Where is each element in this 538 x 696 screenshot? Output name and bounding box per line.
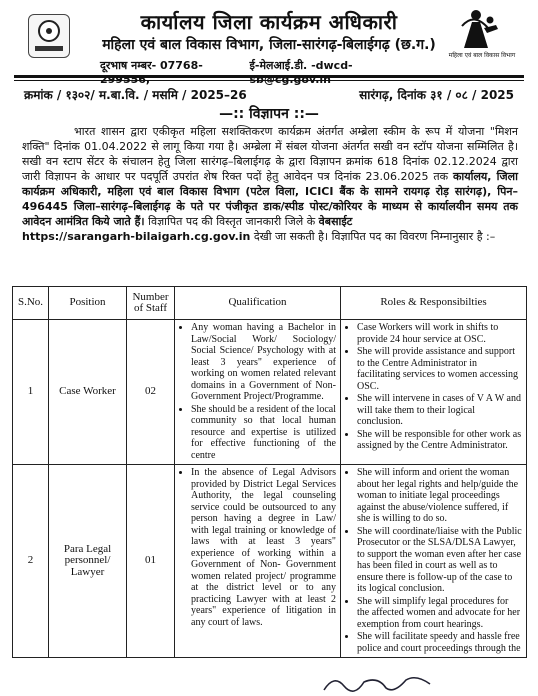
- notice-heading: —:: विज्ञापन ::—: [219, 106, 319, 122]
- cell-roles: [341, 465, 527, 658]
- cell-roles: [341, 320, 527, 465]
- header-staff-count: Number of Staff: [127, 287, 175, 320]
- list-item: • She will facilitate speedy and hassle free police and court proceedings through the: [357, 631, 522, 654]
- header-roles: Roles & Responsibilties: [341, 287, 527, 320]
- list-item: • Any woman having a Bachelor in Law/Social Work/ Sociology/ Social Science/ Psychology with at least 3 years" experience of working on women related relevant domains in a Government of Non- Government Project/Programme.: [191, 322, 336, 403]
- office-subtitle: महिला एवं बाल विकास विभाग, जिला-सारंगढ़-बिलाईगढ़ (छ.ग.): [102, 37, 436, 53]
- notice-paragraph: भारत शासन द्वारा एकीकृत महिला सशक्तिकरण कार्यक्रम अंतर्गत अम्ब्रेला स्कीम के रूप में योजना "मिशन शक्ति" दिनांक 01.04.2022 से लागू किया गया है। अम्ब्रेला में संबल योजना अंतर्गत सखी वन स्टॉप योजना सम्मिलित है। सखी वन स्टाप सेंटर के संचालन हेतु जिला सारंगढ़–बिलाईगढ़ के द्वारा विज्ञापन क्रमांक 618 दिनांक 02.12.2024 द्वारा जारी विज्ञापन के आधार पर पदपूर्ति उपरांत शेष रिक्त पदों हेतु आवेदन पत्र दिनांक 23.06.2025 तक कार्यालय, जिला कार्यक्रम अधिकारी, महिला एवं बाल विकास विभाग (पटेल विला, ICICI बैंक के सामने रायगढ़ रोड़ सारंगढ़), पिन– 496445 जिला–सारंगढ़–बिलाईगढ़ के पते पर पंजीकृत डाक/स्पीड पोस्ट/कोरियर के माध्यम से कार्यालयीन समय तक आवेदन आमंत्रित किये जाते हैं। विज्ञापित पद की विस्तृत जानकारी जिले के वेबसाईट https://sarangarh-bilaigarh.cg.gov.in देखी जा सकती है। विज्ञापित पद का विवरण निम्नानुसार है :–: [22, 125, 518, 243]
- vacancy-table: [12, 286, 527, 658]
- list-item: • She should be a resident of the local community so that local human resource and expertise is utilized for effective functioning of the centre: [191, 404, 336, 462]
- issue-date: सारंगढ़, दिनांक ३१ / ०८ / 2025: [359, 88, 514, 102]
- website-url[interactable]: https://sarangarh-bilaigarh.cg.gov.in: [22, 230, 251, 243]
- logo-caption: महिला एवं बाल विकास विभाग: [448, 52, 516, 59]
- cell-qualification: [175, 320, 341, 465]
- phone-number: दूरभाष नम्बर- 07768-: [100, 59, 203, 72]
- cell-staff-count: 02: [127, 320, 175, 465]
- table-header-row: [13, 287, 527, 320]
- office-address: कार्यालय, जिला कार्यक्रम अधिकारी, महिला एवं बाल विकास विभाग (पटेल विला, ICICI बैंक के सामने रायगढ़ रोड़ सारंगढ़), पिन– 496445 जिला–सारंगढ़–बिलाईगढ़ के पते पर पंजीकृत डाक/स्पीड पोस्ट/कोरियर के माध्यम से कार्यालयीन समय तक आवेदन आमंत्रित किये जाते हैं।: [22, 170, 518, 228]
- cell-staff-count: 01: [127, 465, 175, 658]
- header-sno: S.No.: [13, 287, 49, 320]
- office-title: कार्यालय जिला कार्यक्रम अधिकारी: [140, 10, 398, 34]
- header-divider: [14, 75, 524, 78]
- cell-position: Para Legal personnel/ Lawyer: [49, 465, 127, 658]
- list-item: • Case Workers will work in shifts to provide 24 hour service at OSC.: [357, 322, 522, 345]
- list-item: • She will intervene in cases of V A W and will take them to their logical conclusion.: [357, 393, 522, 428]
- email-address: ई-मेलआई.डी. -dwcd-: [249, 59, 353, 72]
- header-qualification: Qualification: [175, 287, 341, 320]
- cell-qualification: [175, 465, 341, 658]
- cell-sno: 2: [13, 465, 49, 658]
- list-item: • She will provide assistance and support to the Centre Administrator in facilitating services to women accessing OSC.: [357, 346, 522, 392]
- header-position: Position: [49, 287, 127, 320]
- reference-number: क्रमांक / १३०२/ म.बा.वि. / मसमि / 2025–26: [24, 88, 247, 102]
- list-item: • She will simplify legal procedures for the affected women and advocate for her exemption from court hearings.: [357, 596, 522, 631]
- list-item: • In the absence of Legal Advisors provided by District Legal Services Authority, the legal counseling service could be outsourced to any person having a degree in Law/ with legal training or knowledge of laws with at least 3 years" experience of working within a Government of Non- Government women related project/ programme at the district level or to any practicing Lawyer with at least 2 years" experience of litigation in any court of laws.: [191, 467, 336, 628]
- list-item: • She will be responsible for other work as assigned by the Centre Administrator.: [357, 429, 522, 452]
- list-item: • She will inform and orient the woman about her legal rights and help/guide the woman to initiate legal proceedings against the abuse/violence suffered, if she is willing to do so.: [357, 467, 522, 525]
- notice-body: [22, 124, 518, 244]
- cell-position: Case Worker: [49, 320, 127, 465]
- table-row: [13, 320, 527, 465]
- website-label: वेबसाईट: [318, 215, 353, 228]
- contact-row: [100, 58, 430, 86]
- table-row: [13, 465, 527, 658]
- list-item: • She will coordinate/liaise with the Public Prosecutor or the SLSA/DLSA Lawyer, to support the woman even after her case has been filed in court as well as to ensure there is follow-up of the case to its logical conclusion.: [357, 526, 522, 595]
- signature-mark: [320, 672, 450, 696]
- reference-row: [24, 86, 514, 103]
- header-divider-thin: [14, 80, 524, 81]
- cell-sno: 1: [13, 320, 49, 465]
